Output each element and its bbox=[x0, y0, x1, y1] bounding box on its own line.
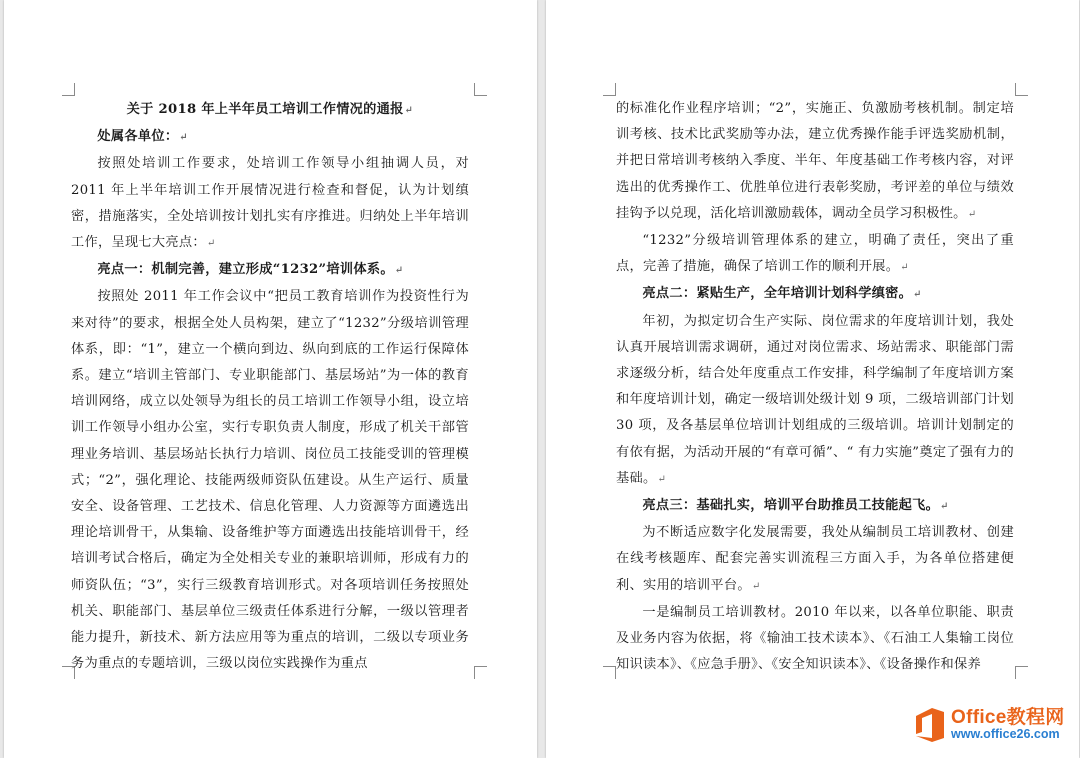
document-page-right bbox=[546, 0, 1079, 758]
document-title: 关于 2018 年上半年员工培训工作情况的通报↵ bbox=[126, 102, 414, 117]
crop-mark-bottom-right bbox=[474, 666, 487, 679]
highlight-2-body: 年初，为拟定切合生产实际、岗位需求的年度培训计划，我处认真开展培训需求调研，通过对岗位需求、场站需求、职能部门需求逐级分析，结合处年度重点工作安排，科学编制了年度培训方案和年度培训计划，确定一级培训处级计划 9 项，二级培训部门计划 30 项，及各基层单位培训计划组成的三级培训。培训计划制定的有依有据，为活动开展的“有章可循”、“ 有力实施”奠定了强有力的基础。↵ bbox=[616, 313, 1014, 486]
crop-mark-top-left bbox=[62, 83, 75, 96]
highlight-3-body: 为不断适应数字化发展需要，我处从编制员工培训教材、创建在线考核题库、配套完善实训流程三方面入手，为各单位搭建便利、实用的培训平台。↵ bbox=[616, 525, 1014, 593]
intro-paragraph: 按照处培训工作要求，处培训工作领导小组抽调人员，对 2011 年上半年培训工作开展情况进行检查和督促，认为计划缜密，措施落实，全处培训按计划扎实有序推进。归纳处上半年培训工作，呈现七大亮点：↵ bbox=[71, 156, 469, 251]
office-logo-icon bbox=[912, 706, 946, 744]
crop-mark-top-left bbox=[603, 83, 616, 96]
highlight-1-heading: 亮点一：机制完善，建立形成“1232”培训体系。↵ bbox=[97, 262, 404, 278]
page-body-left[interactable] bbox=[71, 97, 469, 677]
crop-mark-top-right bbox=[474, 83, 487, 96]
document-page-left bbox=[4, 0, 537, 758]
office26-watermark bbox=[912, 700, 1072, 750]
page-body-right[interactable] bbox=[616, 96, 1014, 678]
crop-mark-bottom-right bbox=[1015, 666, 1028, 679]
highlight-1-body: 按照处 2011 年工作会议中“把员工教育培训作为投资性行为来对待”的要求，根据全处人员构架，建立了“1232”分级培训管理体系，即：“1”，建立一个横向到边、纵向到底的工作运行保障体系。建立“培训主管部门、专业职能部门、基层场站”为一体的教育培训网络，成立以处领导为组长的员工培训工作领导小组，设立培训工作领导小组办公室，实行专职负责人制度，形成了机关干部管理业务培训、基层场站长执行力培训、岗位员工技能受训的管理模式；“2”，强化理论、技能两级师资队伍建设。从生产运行、质量安全、设备管理、工艺技术、信息化管理、人力资源等方面遴选出理论培训骨干，从集输、设备维护等方面遴选出技能培训骨干，经培训考试合格后，确定为全处相关专业的兼职培训师，形成有力的师资队伍；“3”，实行三级教育培训形式。对各项培训任务按照处机关、职能部门、基层单位三级责任体系进行分解，一级以管理者能力提升，新技术、新方法应用等为重点的培训，二级以专项业务务为重点的专题培训，三级以岗位实践操作为重点 bbox=[71, 289, 469, 672]
crop-mark-bottom-left bbox=[603, 666, 616, 679]
item-1-paragraph: 一是编制员工培训教材。2010 年以来，以各单位职能、职责及业务内容为依据，将《输油工技术读本》、《石油工人集输工岗位知识读本》、《应急手册》、《安全知识读本》、《设备操作和保养 bbox=[616, 604, 1014, 673]
watermark-brand: Office教程网 bbox=[951, 707, 1065, 729]
highlight-2-heading: 亮点二：紧贴生产，全年培训计划科学缜密。↵ bbox=[642, 286, 922, 302]
salutation: 处属各单位：↵ bbox=[97, 129, 189, 145]
watermark-url: www.office26.com bbox=[951, 727, 1060, 742]
highlight-3-heading: 亮点三：基础扎实，培训平台助推员工技能起飞。↵ bbox=[642, 498, 949, 514]
continuation-paragraph: 的标准化作业程序培训；“2”，实施正、负激励考核机制。制定培训考核、技术比武奖励等办法，建立优秀操作能手评选奖励机制，并把日常培训考核纳入季度、半年、年度基础工作考核内容，对评选出的优秀操作工、优胜单位进行表彰奖励，考评差的单位与绩效挂钩予以兑现，活化培训激励载体，调动全员学习积极性。↵ bbox=[616, 101, 1014, 221]
summary-paragraph: “1232”分级培训管理体系的建立，明确了责任，突出了重点，完善了措施，确保了培训工作的顺利开展。↵ bbox=[616, 233, 1014, 275]
crop-mark-top-right bbox=[1015, 83, 1028, 96]
